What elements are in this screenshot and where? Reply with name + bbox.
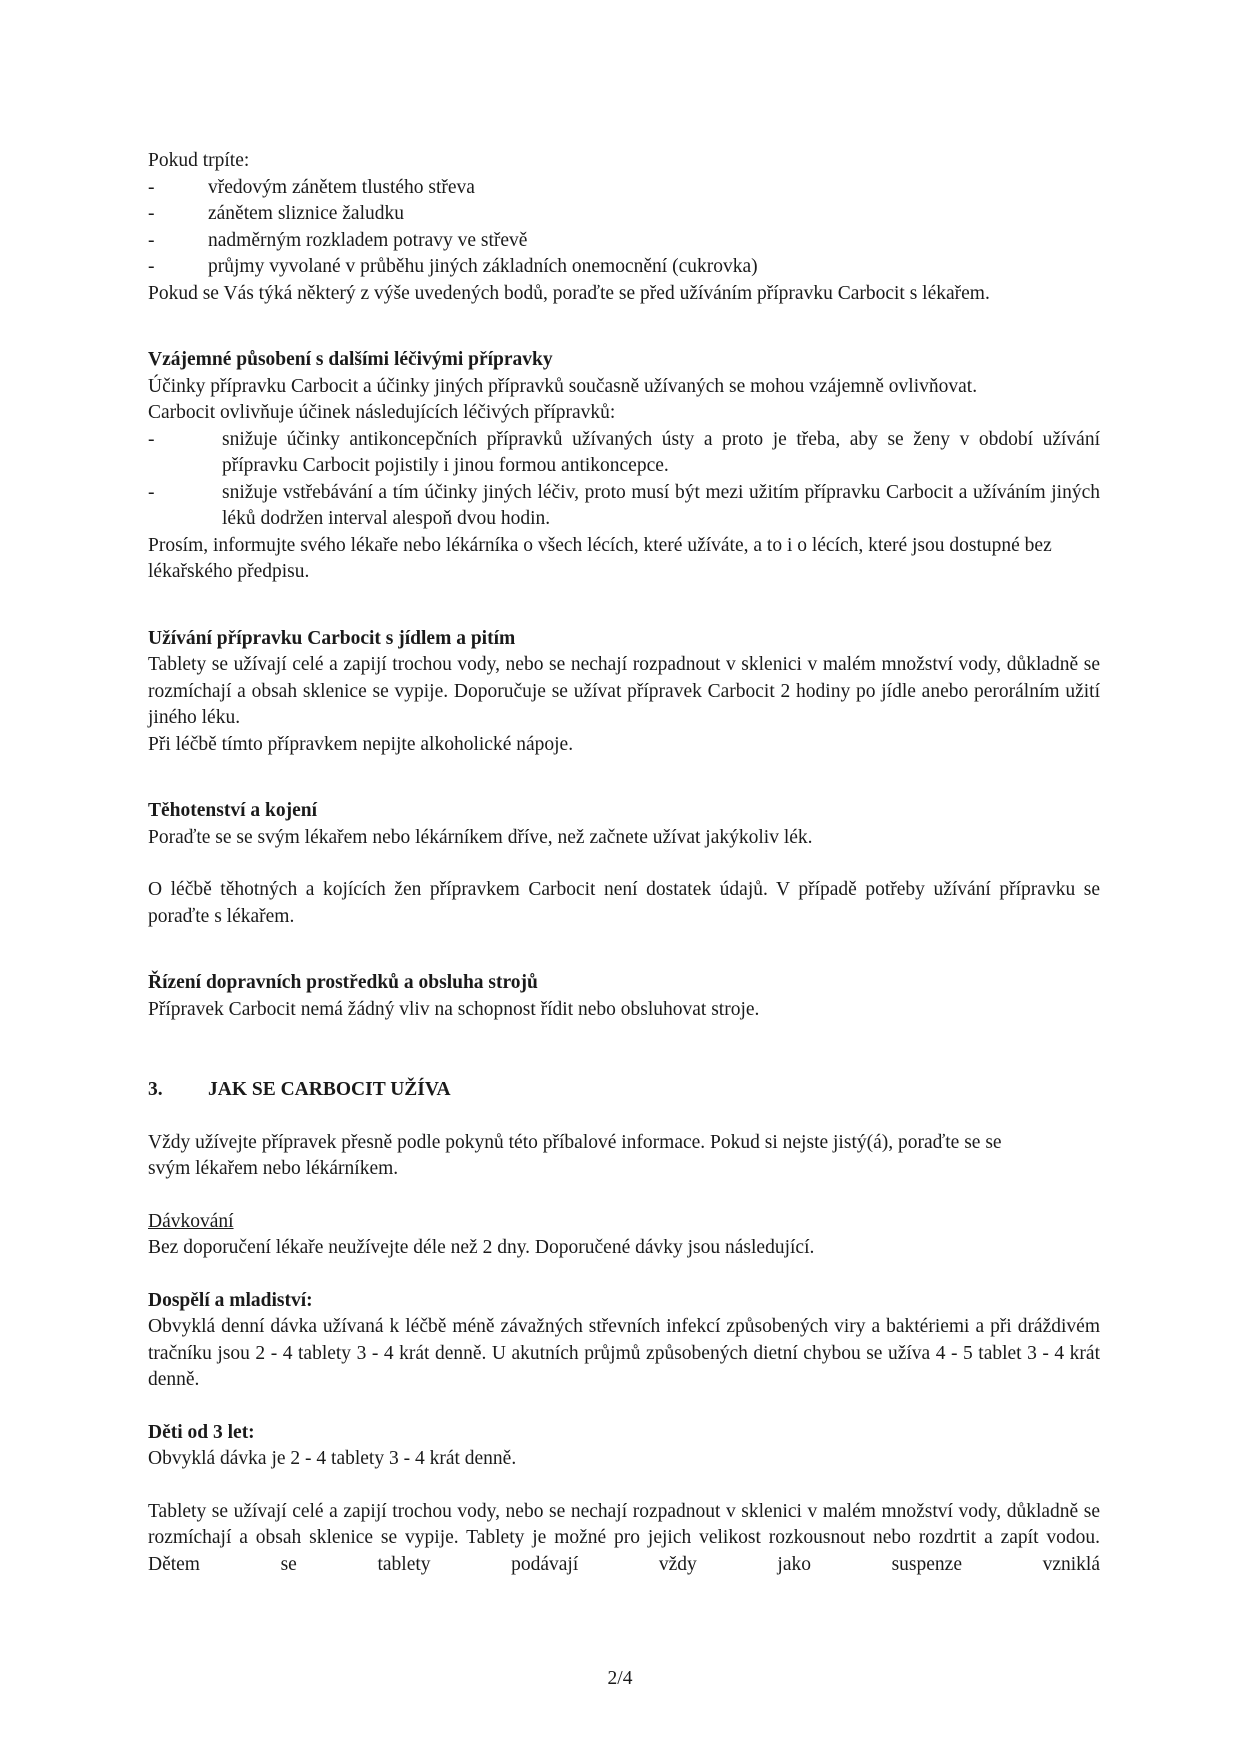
children-text: Obvyklá dávka je 2 - 4 tablety 3 - 4 krát denně.: [148, 1448, 517, 1469]
list-item: - nadměrným rozkladem potravy ve střevě: [148, 228, 1100, 255]
bullet-dash: -: [148, 203, 155, 224]
section-intro: Vždy užívejte přípravek přesně podle pokynů této příbalové informace. Pokud si nejste jistý(á), poraďte se se svým lékařem nebo lékárníkem.: [148, 1131, 1002, 1179]
dosage-text: Bez doporučení lékaře neužívejte déle než 2 dny. Doporučené dávky jsou následující.: [148, 1237, 815, 1258]
tablets-text: Tablety se užívají celé a zapijí trochou vody, nebo se nechají rozpadnout v sklenici v malém množství vody, důkladně se rozmíchají a obsah sklenice se vypije. Tablety je možné pro jejich velikost rozkousnout nebo rozdrtit a zapít vodou. Dětem se tablety podávají vždy jako suspenze vzniklá: [148, 1500, 1100, 1575]
list-item: - snižuje vstřebávání a tím účinky jiných léčiv, proto musí být mezi užitím přípravku Carbocit a užíváním jiných léků dodržen interval alespoň dvou hodin.: [148, 481, 1100, 529]
food-alcohol: Při léčbě tímto přípravkem nepijte alkoholické nápoje.: [148, 733, 574, 755]
adults-heading: Dospělí a mladiství:: [148, 1289, 313, 1311]
interactions-note: Prosím, informujte svého lékaře nebo lékárníka o všech lécích, které užíváte, a to i o lécích, které jsou dostupné bez lékařského předpisu.: [148, 534, 1052, 582]
list-item: - vředovým zánětem tlustého střeva: [148, 175, 1100, 202]
section-number: 3.: [148, 1079, 163, 1100]
pregnancy-heading: Těhotenství a kojení: [148, 800, 318, 821]
list-item: - zánětem sliznice žaludku: [148, 201, 1100, 228]
adults-text: Obvyklá denní dávka užívaná k léčbě méně závažných střevních infekcí způsobených viry a baktériemi a při dráždivém tračníku jsou 2 - 4 tablety 3 - 4 krát denně. U akutních průjmů způsobených dietní chybou se užíva 4 - 5 tablet 3 - 4 krát denně.: [148, 1316, 1100, 1390]
food-heading: Užívání přípravku Carbocit s jídlem a pitím: [148, 627, 516, 649]
list-item: - snižuje účinky antikoncepčních přípravků užívaných ústy a proto je třeba, aby se ženy v období užívání přípravku Carbocit pojistily i jinou formou antikoncepce.: [148, 428, 1100, 476]
food-text: Tablety se užívají celé a zapijí trochou vody, nebo se nechají rozpadnout v sklenici v malém množství vody, důkladně se rozmíchají a obsah sklenice se vypije. Doporučuje se užívat přípravek Carbocit 2 hodiny po jídle anebo perorálním užití jiného léku.: [148, 654, 1100, 728]
interactions-text: Účinky přípravku Carbocit a účinky jiných přípravků současně užívaných se mohou vzájemně ovlivňovat.: [148, 375, 978, 397]
page-number: 2/4: [607, 1668, 633, 1689]
bullet-dash: -: [148, 481, 155, 503]
pregnancy-text: Poraďte se se svým lékařem nebo lékárníkem dříve, než začnete užívat jakýkoliv lék.: [148, 826, 813, 848]
bullet-dash: -: [148, 428, 155, 450]
driving-heading: Řízení dopravních prostředků a obsluha strojů: [148, 972, 538, 993]
intro-closing: Pokud se Vás týká některý z výše uvedených bodů, poraďte se před užíváním přípravku Carbocit s lékařem.: [148, 282, 990, 304]
pregnancy-data: O léčbě těhotných a kojících žen přípravkem Carbocit není dostatek údajů. V případě potřeby užívání přípravku se poraďte s lékařem.: [148, 879, 1100, 927]
bullet-dash: -: [148, 229, 155, 251]
dosage-label: Dávkování: [148, 1210, 234, 1232]
section-title: 3. JAK SE CARBOCIT UŽÍVA: [148, 1077, 1100, 1104]
bullet-dash: -: [148, 256, 155, 277]
list-item: - průjmy vyvolané v průběhu jiných základních onemocnění (cukrovka): [148, 254, 1100, 281]
driving-text: Přípravek Carbocit nemá žádný vliv na schopnost řídit nebo obsluhovat stroje.: [148, 998, 760, 1020]
interactions-heading: Vzájemné působení s dalšími léčivými přípravky: [148, 349, 553, 370]
document-page: [148, 148, 1100, 1578]
intro-lead: Pokud trpíte:: [148, 150, 250, 171]
interactions-lead: Carbocit ovlivňuje účinek následujících léčivých přípravků:: [148, 402, 616, 423]
bullet-dash: -: [148, 176, 155, 198]
children-heading: Děti od 3 let:: [148, 1421, 255, 1443]
